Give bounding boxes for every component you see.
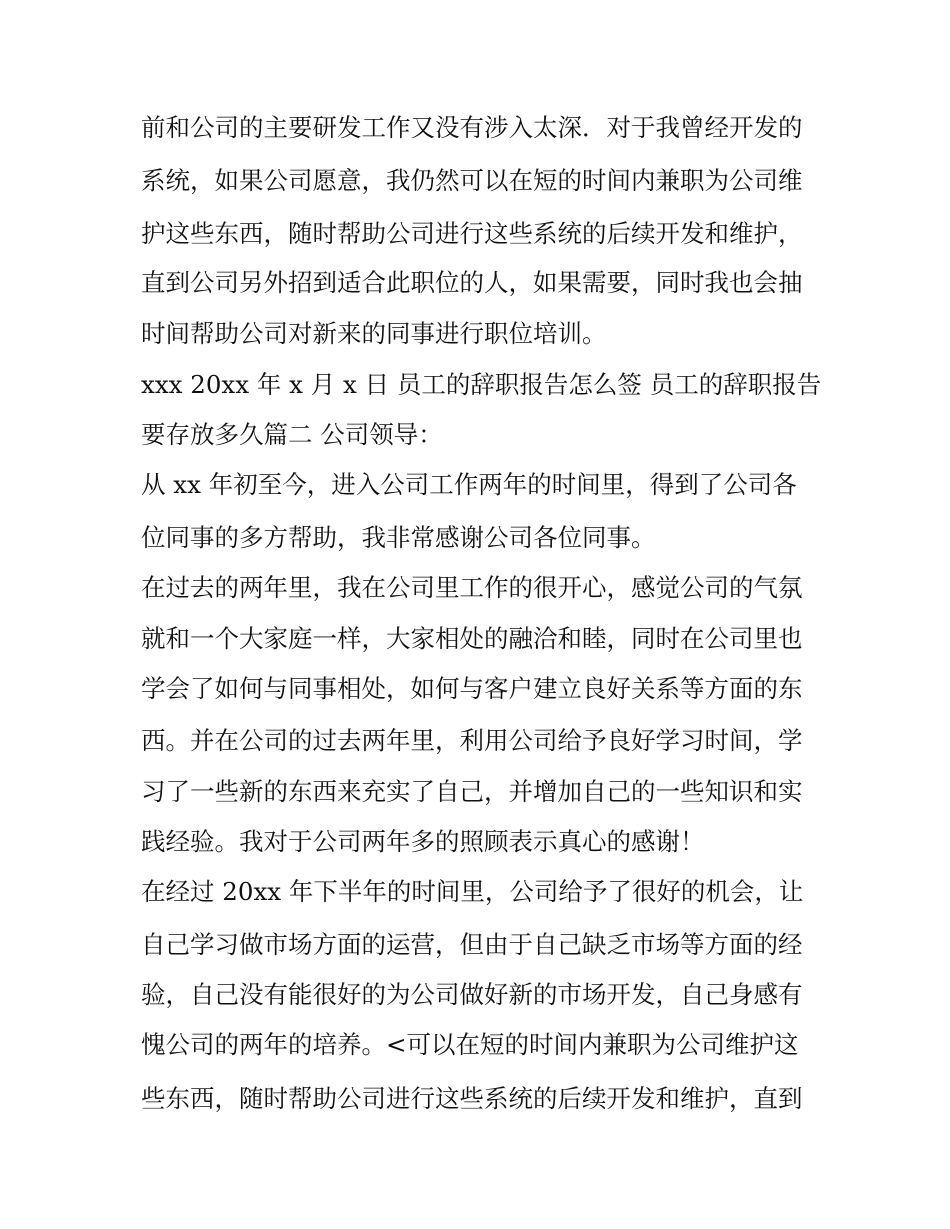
text-line: 时间帮助公司对新来的同事进行职位培训。 xyxy=(141,319,607,348)
text-line: 愧公司的两年的培养。<可以在短的时间内兼职为公司维护这 xyxy=(141,1030,799,1059)
text-line: 西。并在公司的过去两年里，利用公司给予良好学习时间，学 xyxy=(141,726,803,755)
text-line: 位同事的多方帮助，我非常感谢公司各位同事。 xyxy=(141,523,656,552)
text-line: 就和一个大家庭一样，大家相处的融洽和睦，同时在公司里也 xyxy=(141,624,803,653)
text-line: 从 xx 年初至今，进入公司工作两年的时间里，得到了公司各 xyxy=(141,470,797,499)
text-line: 要存放多久篇二 公司领导： xyxy=(141,420,443,449)
text-line: 验，自己没有能很好的为公司做好新的市场开发，自己身感有 xyxy=(141,980,803,1009)
text-line: 在经过 20xx 年下半年的时间里，公司给予了很好的机会，让 xyxy=(141,877,804,906)
text-line: 习了一些新的东西来充实了自己，并增加自己的一些知识和实 xyxy=(141,777,803,806)
text-line: 践经验。我对于公司两年多的照顾表示真心的感谢！ xyxy=(141,827,705,856)
text-line: 学会了如何与同事相处，如何与客户建立良好关系等方面的东 xyxy=(141,674,803,703)
text-line: 在过去的两年里，我在公司里工作的很开心，感觉公司的气氛 xyxy=(141,573,803,602)
text-line: 自己学习做市场方面的运营，但由于自己缺乏市场等方面的经 xyxy=(141,930,803,959)
text-line: 前和公司的主要研发工作又没有涉入太深．对于我曾经开发的 xyxy=(141,113,803,142)
text-line: 直到公司另外招到适合此职位的人，如果需要，同时我也会抽 xyxy=(141,268,803,297)
text-line: 些东西，随时帮助公司进行这些系统的后续开发和维护，直到 xyxy=(141,1084,803,1113)
text-line: 护这些东西，随时帮助公司进行这些系统的后续开发和维护， xyxy=(141,219,803,248)
text-line: xxx 20xx 年 x 月 x 日 员工的辞职报告怎么签 员工的辞职报告 xyxy=(141,370,821,399)
text-line: 系统，如果公司愿意，我仍然可以在短的时间内兼职为公司维 xyxy=(141,166,803,195)
